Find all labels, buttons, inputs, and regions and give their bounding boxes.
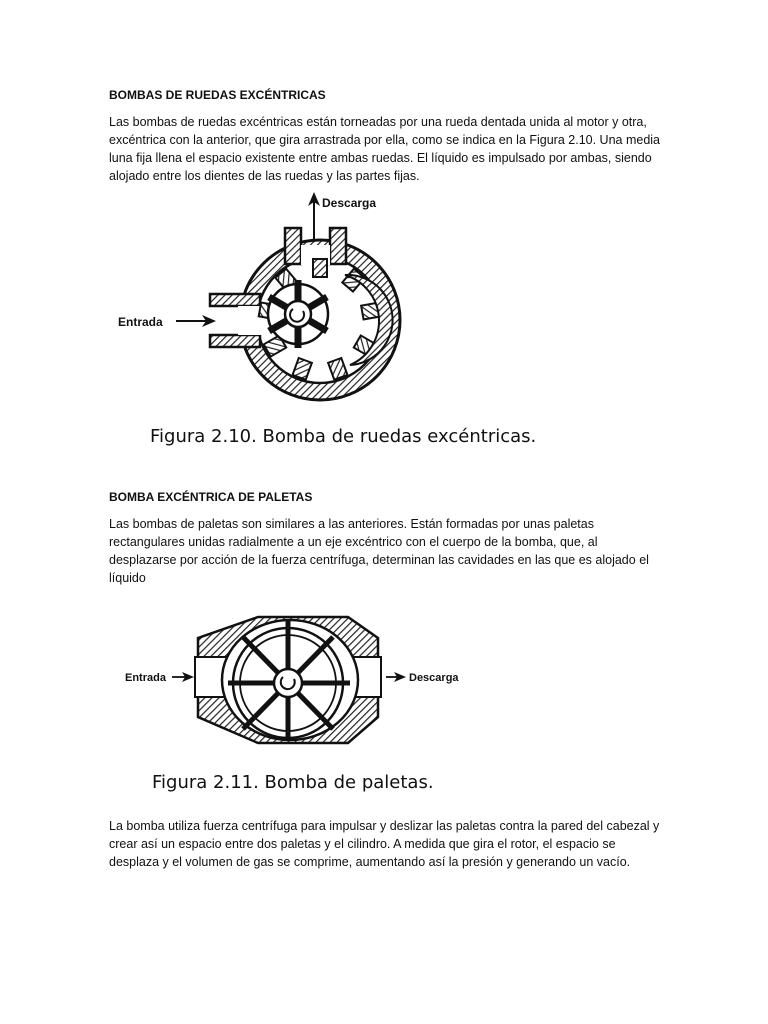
section1-paragraph: Las bombas de ruedas excéntricas están torneadas por una rueda dentada unida al motor y otra, excéntrica con la anterior, que gira arrastrada por ella, como se indica en la Figura 2.10. Una media luna fija llena el espacio existente entre ambas ruedas. El líquido es impulsado por ambas, siendo alojado entre los dientes de las ruedas y las partes fijas. <box>109 115 660 183</box>
section2-heading: BOMBA EXCÉNTRICA DE PALETAS <box>109 490 313 504</box>
inlet-label: Entrada <box>118 315 163 329</box>
section1-heading: BOMBAS DE RUEDAS EXCÉNTRICAS <box>109 88 326 102</box>
figure-2-11-caption: Figura 2.11. Bomba de paletas. <box>152 772 434 793</box>
vane-inlet-label: Entrada <box>125 672 166 684</box>
vane-pump-figure <box>120 605 470 760</box>
section2-paragraph: Las bombas de paletas son similares a las anteriores. Están formadas por unas paletas rectangulares unidas radialmente a un eje excéntrico con el cuerpo de la bomba, que, al desplazarse por acción de la fuerza centrífuga, determinan las cavidades en las que es alojado el líquido <box>109 517 649 585</box>
figure-2-10-caption: Figura 2.10. Bomba de ruedas excéntricas. <box>150 426 537 447</box>
discharge-label: Descarga <box>322 196 377 210</box>
vane-outlet-label: Descarga <box>409 672 459 684</box>
gear-pump-figure <box>110 190 440 415</box>
closing-paragraph: La bomba utiliza fuerza centrífuga para impulsar y deslizar las paletas contra la pared del cabezal y crear así un espacio entre dos paletas y el cilindro. A medida que gira el rotor, el espacio se desplaza y el volumen de gas se comprime, aumentando así la presión y generando un vacío. <box>109 819 660 869</box>
